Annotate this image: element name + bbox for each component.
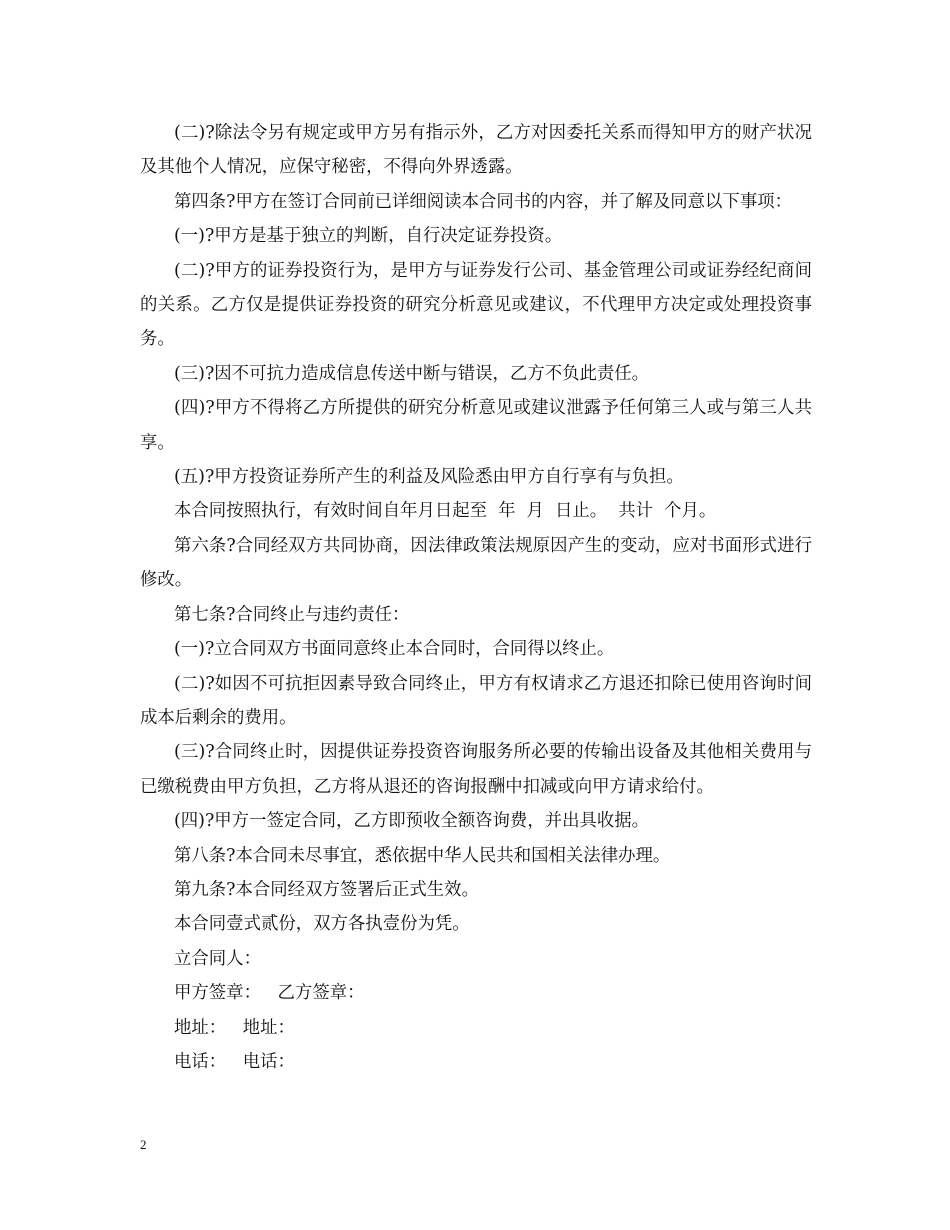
paragraph-article-7-item-3: (三)?合同终止时，因提供证券投资咨询服务所必要的传输出设备及其他相关费用与已缴税费由甲方负担，乙方将从退还的咨询报酬中扣减或向甲方请求给付。 xyxy=(140,742,812,797)
paragraph-article-7: 第七条?合同终止与违约责任： xyxy=(174,604,410,625)
paragraph-article-4-item-5: (五)?甲方投资证券所产生的利益及风险悉由甲方自行享有与负担。 xyxy=(174,467,684,488)
page-number: 2 xyxy=(140,1137,147,1152)
paragraph-article-8: 第八条?本合同未尽事宜，悉依据中华人民共和国相关法律办理。 xyxy=(174,845,671,866)
document-body xyxy=(140,116,812,1079)
paragraph-copies: 本合同壹式贰份，双方各执壹份为凭。 xyxy=(174,914,470,935)
paragraph-address-fields: 地址： 地址： xyxy=(174,1017,295,1038)
paragraph-article-4-item-4: (四)?甲方不得将乙方所提供的研究分析意见或建议泄露予任何第三人或与第三人共享。 xyxy=(140,398,812,453)
paragraph-article-4-item-2: (二)?甲方的证券投资行为，是甲方与证券发行公司、基金管理公司或证券经纪商间的关系。乙方仅是提供证券投资的研究分析意见或建议，不代理甲方决定或处理投资事务。 xyxy=(140,260,812,350)
paragraph-signature-fields: 甲方签章： 乙方签章： xyxy=(174,983,365,1004)
paragraph-signatories: 立合同人： xyxy=(174,948,261,969)
paragraph-confidentiality: (二)?除法令另有规定或甲方另有指示外，乙方对因委托关系而得知甲方的财产状况及其他个人情况，应保守秘密，不得向外界透露。 xyxy=(140,123,812,178)
paragraph-article-4: 第四条?甲方在签订合同前已详细阅读本合同书的内容，并了解及同意以下事项： xyxy=(174,191,792,212)
paragraph-contract-term: 本合同按照执行，有效时间自年月日起至 年 月 日止。 共计 个月。 xyxy=(174,501,717,522)
paragraph-article-4-item-1: (一)?甲方是基于独立的判断，自行决定证券投资。 xyxy=(174,226,563,247)
paragraph-article-9: 第九条?本合同经双方签署后正式生效。 xyxy=(174,879,479,900)
paragraph-article-7-item-2: (二)?如因不可抗拒因素导致合同终止，甲方有权请求乙方退还扣除已使用咨询时间成本后剩余的费用。 xyxy=(140,673,812,728)
paragraph-article-7-item-1: (一)?立合同双方书面同意终止本合同时，合同得以终止。 xyxy=(174,639,615,660)
paragraph-article-6: 第六条?合同经双方共同协商，因法律政策法规原因产生的变动，应对书面形式进行修改。 xyxy=(140,535,812,591)
paragraph-article-4-item-3: (三)?因不可抗力造成信息传送中断与错误，乙方不负此责任。 xyxy=(174,363,650,384)
paragraph-article-7-item-4: (四)?甲方一签定合同，乙方即预收全额咨询费，并出具收据。 xyxy=(174,811,650,832)
paragraph-phone-fields: 电话： 电话： xyxy=(174,1051,295,1072)
